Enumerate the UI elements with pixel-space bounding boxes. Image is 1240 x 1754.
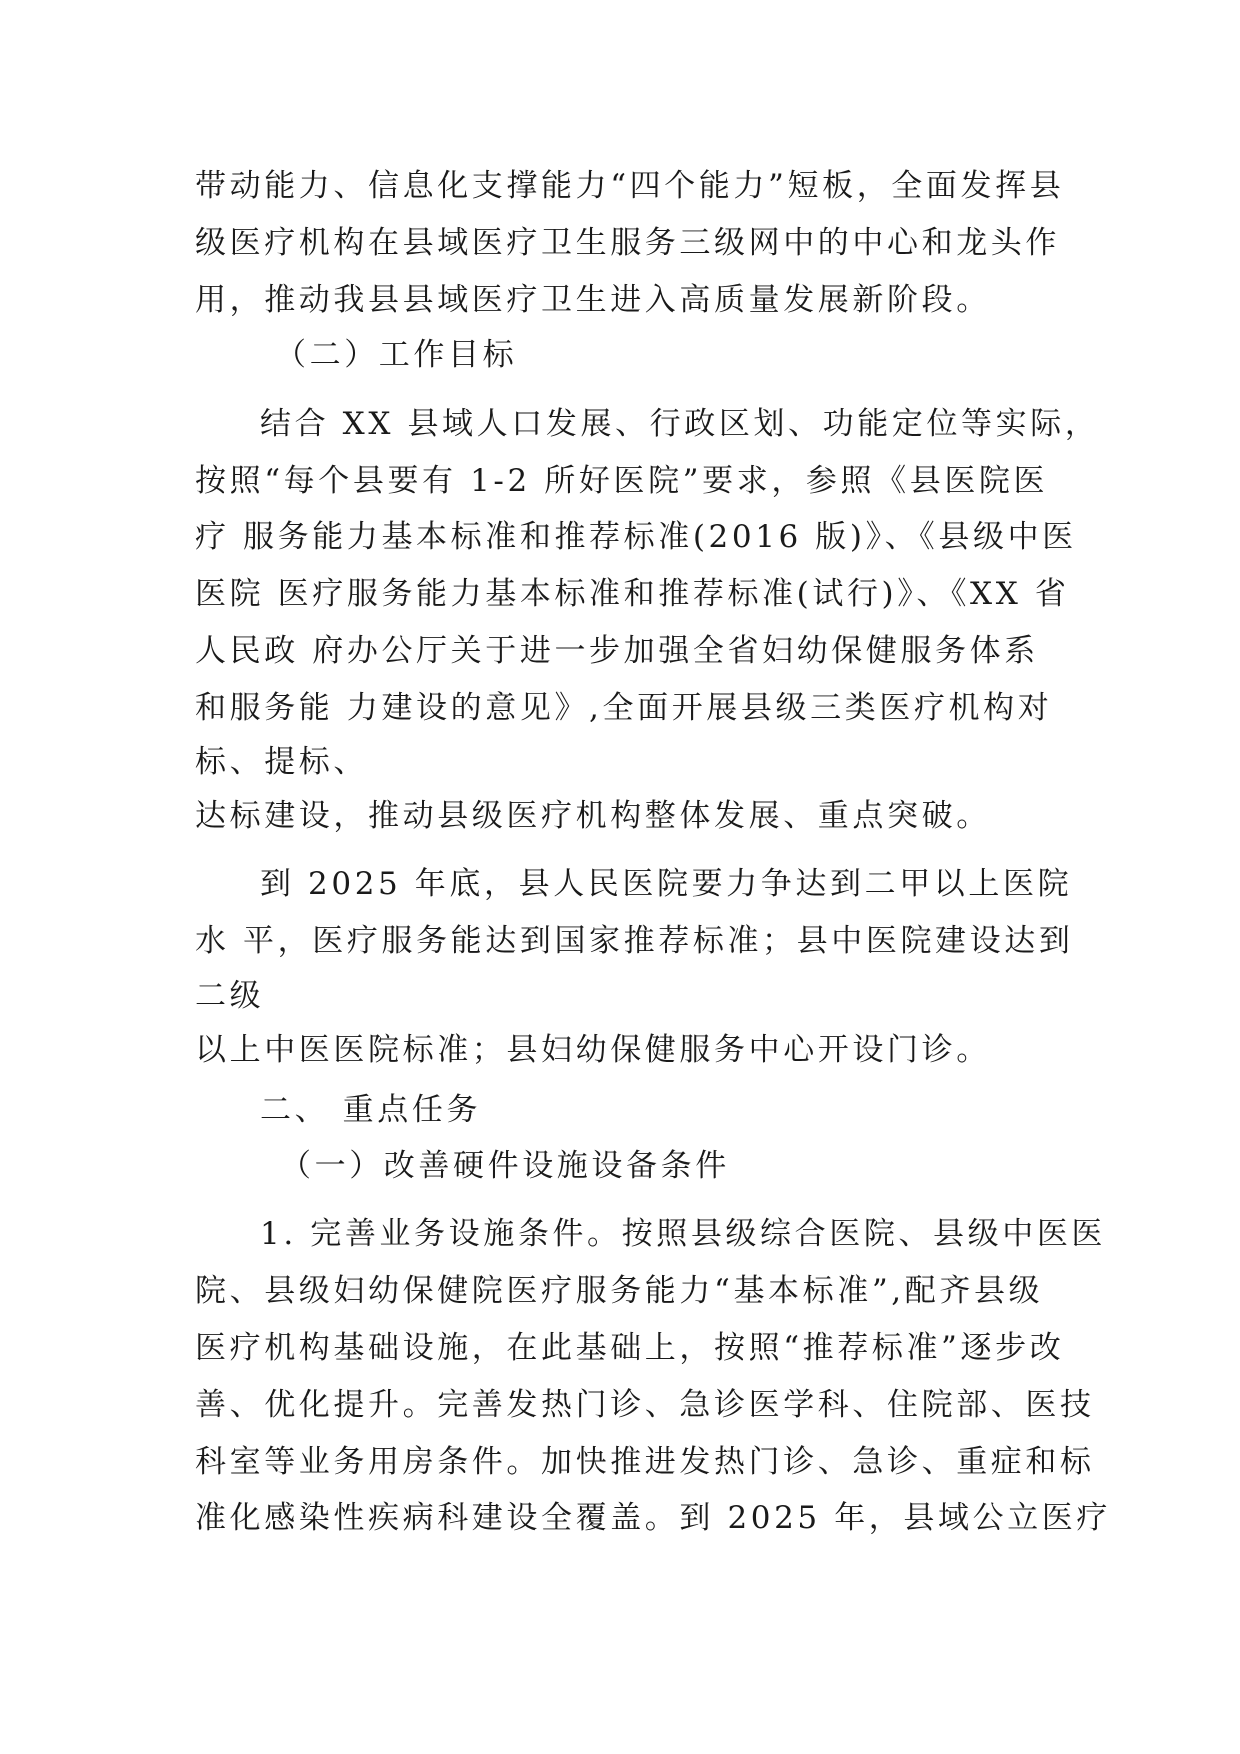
paragraph-line: 二级 [195, 978, 265, 1014]
paragraph-line: 以上中医医院标准；县妇幼保健服务中心开设门诊。 [195, 1032, 991, 1068]
section-heading: （一）改善硬件设施设备条件 [280, 1148, 730, 1184]
paragraph-line: 善、优化提升。完善发热门诊、急诊医学科、住院部、医技 [195, 1387, 1095, 1423]
paragraph-line: 医疗机构基础设施，在此基础上，按照“推荐标准”逐步改 [195, 1330, 1065, 1366]
paragraph-line: 带动能力、信息化支撑能力“四个能力”短板，全面发挥县 [195, 168, 1065, 204]
paragraph-line: 疗 服务能力基本标准和推荐标准(2016 版)》、《县级中医 [195, 519, 1077, 555]
paragraph-line: 按照“每个县要有 1-2 所好医院”要求，参照《县医院医 [195, 463, 1049, 499]
paragraph-line: 达标建设，推动县级医疗机构整体发展、重点突破。 [195, 798, 991, 834]
paragraph-line: 准化感染性疾病科建设全覆盖。到 2025 年，县域公立医疗 [195, 1500, 1111, 1536]
paragraph-line: 医院 医疗服务能力基本标准和推荐标准(试行)》、《XX 省 [195, 576, 1070, 612]
paragraph-line: 1. 完善业务设施条件。按照县级综合医院、县级中医医 [260, 1216, 1107, 1252]
paragraph-line: 用，推动我县县域医疗卫生进入高质量发展新阶段。 [195, 282, 991, 318]
section-heading: （二）工作目标 [275, 337, 518, 373]
paragraph-line: 结合 XX 县域人口发展、行政区划、功能定位等实际， [260, 406, 1100, 442]
paragraph-line: 院、县级妇幼保健院医疗服务能力“基本标准”,配齐县级 [195, 1273, 1044, 1309]
paragraph-line: 科室等业务用房条件。加快推进发热门诊、急诊、重症和标 [195, 1444, 1095, 1480]
paragraph-line: 级医疗机构在县域医疗卫生服务三级网中的中心和龙头作 [195, 225, 1060, 261]
paragraph-line: 和服务能 力建设的意见》,全面开展县级三类医疗机构对 [195, 690, 1053, 726]
paragraph-line: 到 2025 年底，县人民医院要力争达到二甲以上医院 [260, 866, 1073, 902]
paragraph-line: 水 平，医疗服务能达到国家推荐标准；县中医院建设达到 [195, 923, 1074, 959]
section-heading: 二、 重点任务 [260, 1092, 482, 1128]
paragraph-line: 人民政 府办公厅关于进一步加强全省妇幼保健服务体系 [195, 633, 1039, 669]
paragraph-line: 标、提标、 [195, 744, 368, 780]
